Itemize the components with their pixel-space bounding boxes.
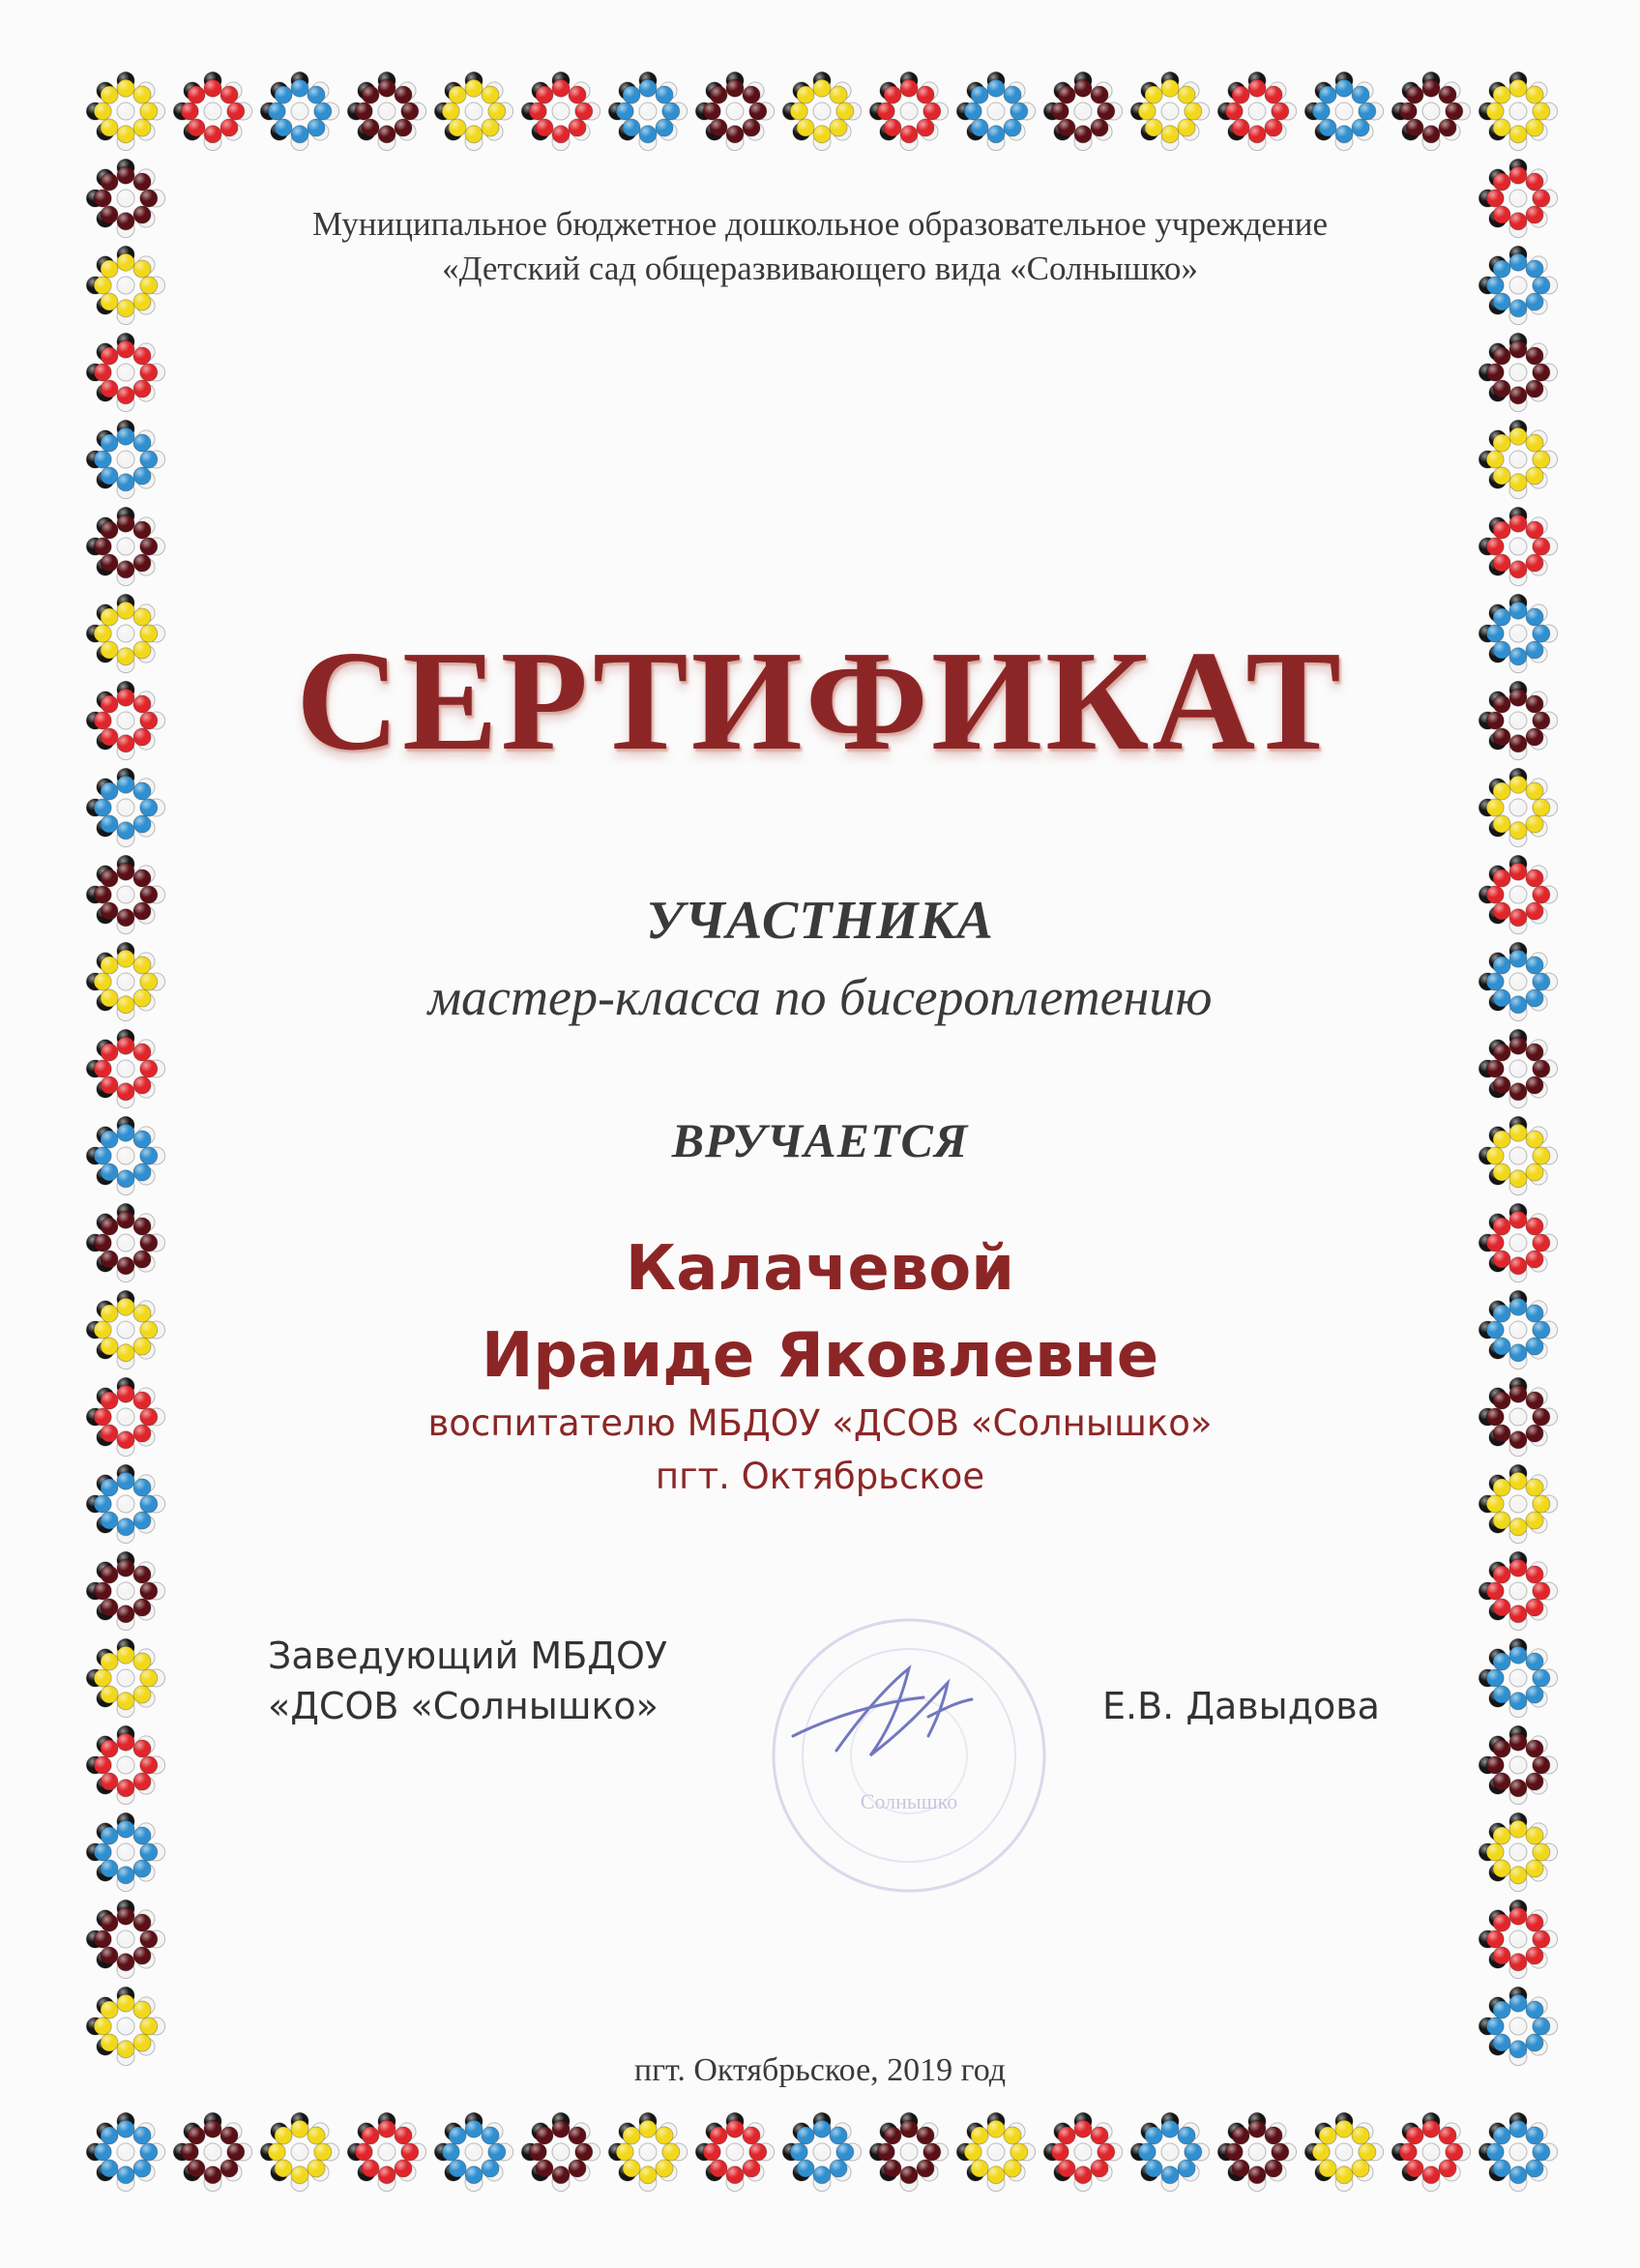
recipient-position: воспитателю МБДОУ «ДСОВ «Солнышко» (427, 1402, 1213, 1444)
certificate-title: СЕРТИФИКАТ (296, 622, 1344, 781)
recipient-place: пгт. Октябрьское (655, 1456, 985, 1497)
institution-name-line1: Муниципальное бюджетное дошкольное образовательное учреждение (312, 205, 1328, 243)
signatory-role-line1: Заведующий МБДОУ (268, 1635, 668, 1677)
awarded-label: ВРУЧАЕТСЯ (671, 1113, 969, 1167)
official-stamp (764, 1610, 1054, 1900)
signatory-role-line2: «ДСОВ «Солнышко» (268, 1685, 659, 1727)
institution-name-line2: «Детский сад общеразвивающего вида «Солнышко» (442, 250, 1198, 287)
handwritten-signature (793, 1668, 972, 1755)
recipient-surname: Калачевой (625, 1233, 1015, 1305)
signatory-name: Е.В. Давыдова (1102, 1685, 1380, 1727)
recipient-given-names: Ираиде Яковлевне (481, 1320, 1159, 1392)
stamp-text: Солнышко (860, 1789, 958, 1813)
footer-place-year: пгт. Октябрьское, 2019 год (633, 2052, 1007, 2088)
certificate-subtitle: УЧАСТНИКА (646, 891, 994, 951)
event-name: мастер-класса по бисероплетению (427, 968, 1213, 1026)
